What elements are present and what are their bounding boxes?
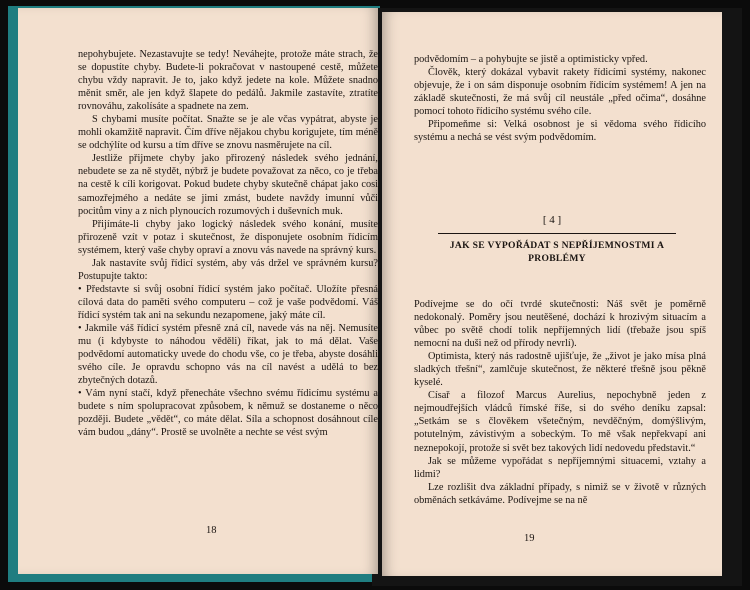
paragraph: Císař a filozof Marcus Aurelius, nepochybně jeden z nejmoudřejších vládců římské říše, si do svého deníku zapsal: „Setkám se s člověkem všetečným, nevděčným, domýšlivým, potutelným, závistivým a sobeckým. To mě však nepřekvapí ani neznepokojí, protože si svět bez takových lidí nedovedu představit.“ [414, 390, 706, 454]
paragraph: Jestliže přijmete chyby jako přirozený následek svého jednání, nebudete se za ně stydět, nýbrž je budete považovat za něco, co je třeba na cestě k cíli korigovat. Pokud budete chyby skutečně chápat jako cosi samozřejmého a nedáte se jimi zmást, budete navždy imunní vůči pocitům viny a z nich plynoucích rozumových i duševních muk. [78, 153, 378, 217]
bullet-item: • Vám nyní stačí, když přenecháte všechno svému řídicímu systému a budete s ním spolupracovat způsobem, k němuž se dostaneme o něco později. Budete „vědět“, co máte dělat. Síla a schopnost dosáhnout cíle vám budou „dány“. Prostě se uvolněte a nechte se vést svým [78, 388, 378, 439]
paragraph: Lze rozlišit dva základní případy, s nimiž se v životě v různých obměnách setkáváme. Podívejme se na ně [414, 481, 706, 506]
chapter-rule [438, 233, 676, 234]
paragraph: Jak se můžeme vypořádat s nepříjemnými situacemi, vztahy a lidmi? [414, 455, 706, 480]
bullet-item: • Jakmile váš řídicí systém přesně zná cíl, navede vás na něj. Nemusíte mu (i kdybyste to náhodou věděli) říkat, jak to má dělat. Vaše podvědomí automaticky uvede do chodu vše, co je třeba, abyste dosáhli svého cíle. Je opravdu schopno vás na cíl navést a udělá to bez zbytečných dotazů. [78, 322, 378, 387]
left-page-text [78, 48, 378, 439]
right-page [382, 12, 722, 576]
right-page-text-top [414, 53, 706, 144]
paragraph: Podívejme se do očí tvrdé skutečnosti: Náš svět je poměrně nedokonalý. Poměry jsou neutěšené, dochází k hrozivým situacím a vůbec po světě chodí tolik nepříjemných lidí (třebaže jsou spíš nemocní na duši než od přírody nevrlí). [414, 299, 706, 350]
page-number: 18 [206, 525, 217, 536]
paragraph: Přijímáte-li chyby jako logický následek svého konání, musíte přirozeně vzít v potaz i skutečnost, že disponujete osobním řídicím systémem, který vaše chyby opraví a znovu vás navede na správný kurs. [78, 218, 378, 256]
paragraph: Připomeňme si: Velká osobnost je si vědoma svého řídicího systému a nechá se vést svým podvědomím. [414, 119, 706, 144]
right-page-text-bottom [414, 298, 706, 507]
left-page [18, 8, 378, 574]
paragraph: nepohybujete. Nezastavujte se tedy! Neváhejte, protože máte strach, že se dopustíte chyby. Budete-li pokračovat v nastoupené cestě, můžete chybu vždy napravit. Je to, jako když jedete na kole. Můžete snadno měnit směr, ale jen když šlapete do pedálů. Jakmile zastavíte, ztratíte rovnováhu, zakolísáte a spadnete na zem. [78, 49, 378, 113]
chapter-title: JAK SE VYPOŘÁDAT S NEPŘÍJEMNOSTMI A PROBLÉMY [449, 240, 665, 264]
paragraph: Jak nastavíte svůj řídicí systém, aby vás držel ve správném kursu? Postupujte takto: [78, 257, 378, 282]
paragraph: Člověk, který dokázal vybavit rakety řídicími systémy, nakonec objevuje, že i on sám disponuje osobním řídicím systémem! A jen na základě skutečnosti, že má svůj cíl neustále „před očima“, dosáhne pomocí tohoto řídicího systému svého cíle. [414, 67, 706, 118]
page-number: 19 [524, 533, 535, 544]
bullet-item: • Představte si svůj osobní řídicí systém jako počítač. Uložíte přesná cílová data do paměti svého computeru – což je vaše podvědomí. Váš řídicí systém tak ani na sekundu nezapomene, jaký máte cíl. [78, 283, 378, 321]
chapter-number: [ 4 ] [542, 214, 562, 226]
paragraph: Optimista, který nás radostně ujišťuje, že „život je jako mísa plná sladkých třešní“, zamlčuje skutečnost, že některé třešně jsou pěkně kyselé. [414, 351, 706, 389]
paragraph: S chybami musíte počítat. Snažte se je ale včas vypátrat, abyste je mohli okamžitě napravit. Čím dříve nějakou chybu korigujete, tím méně se odchýlíte od kursu a tím dříve se znovu nasměrujete na cíl. [78, 114, 378, 152]
paragraph: podvědomím – a pohybujte se jistě a optimisticky vpřed. [414, 54, 648, 65]
